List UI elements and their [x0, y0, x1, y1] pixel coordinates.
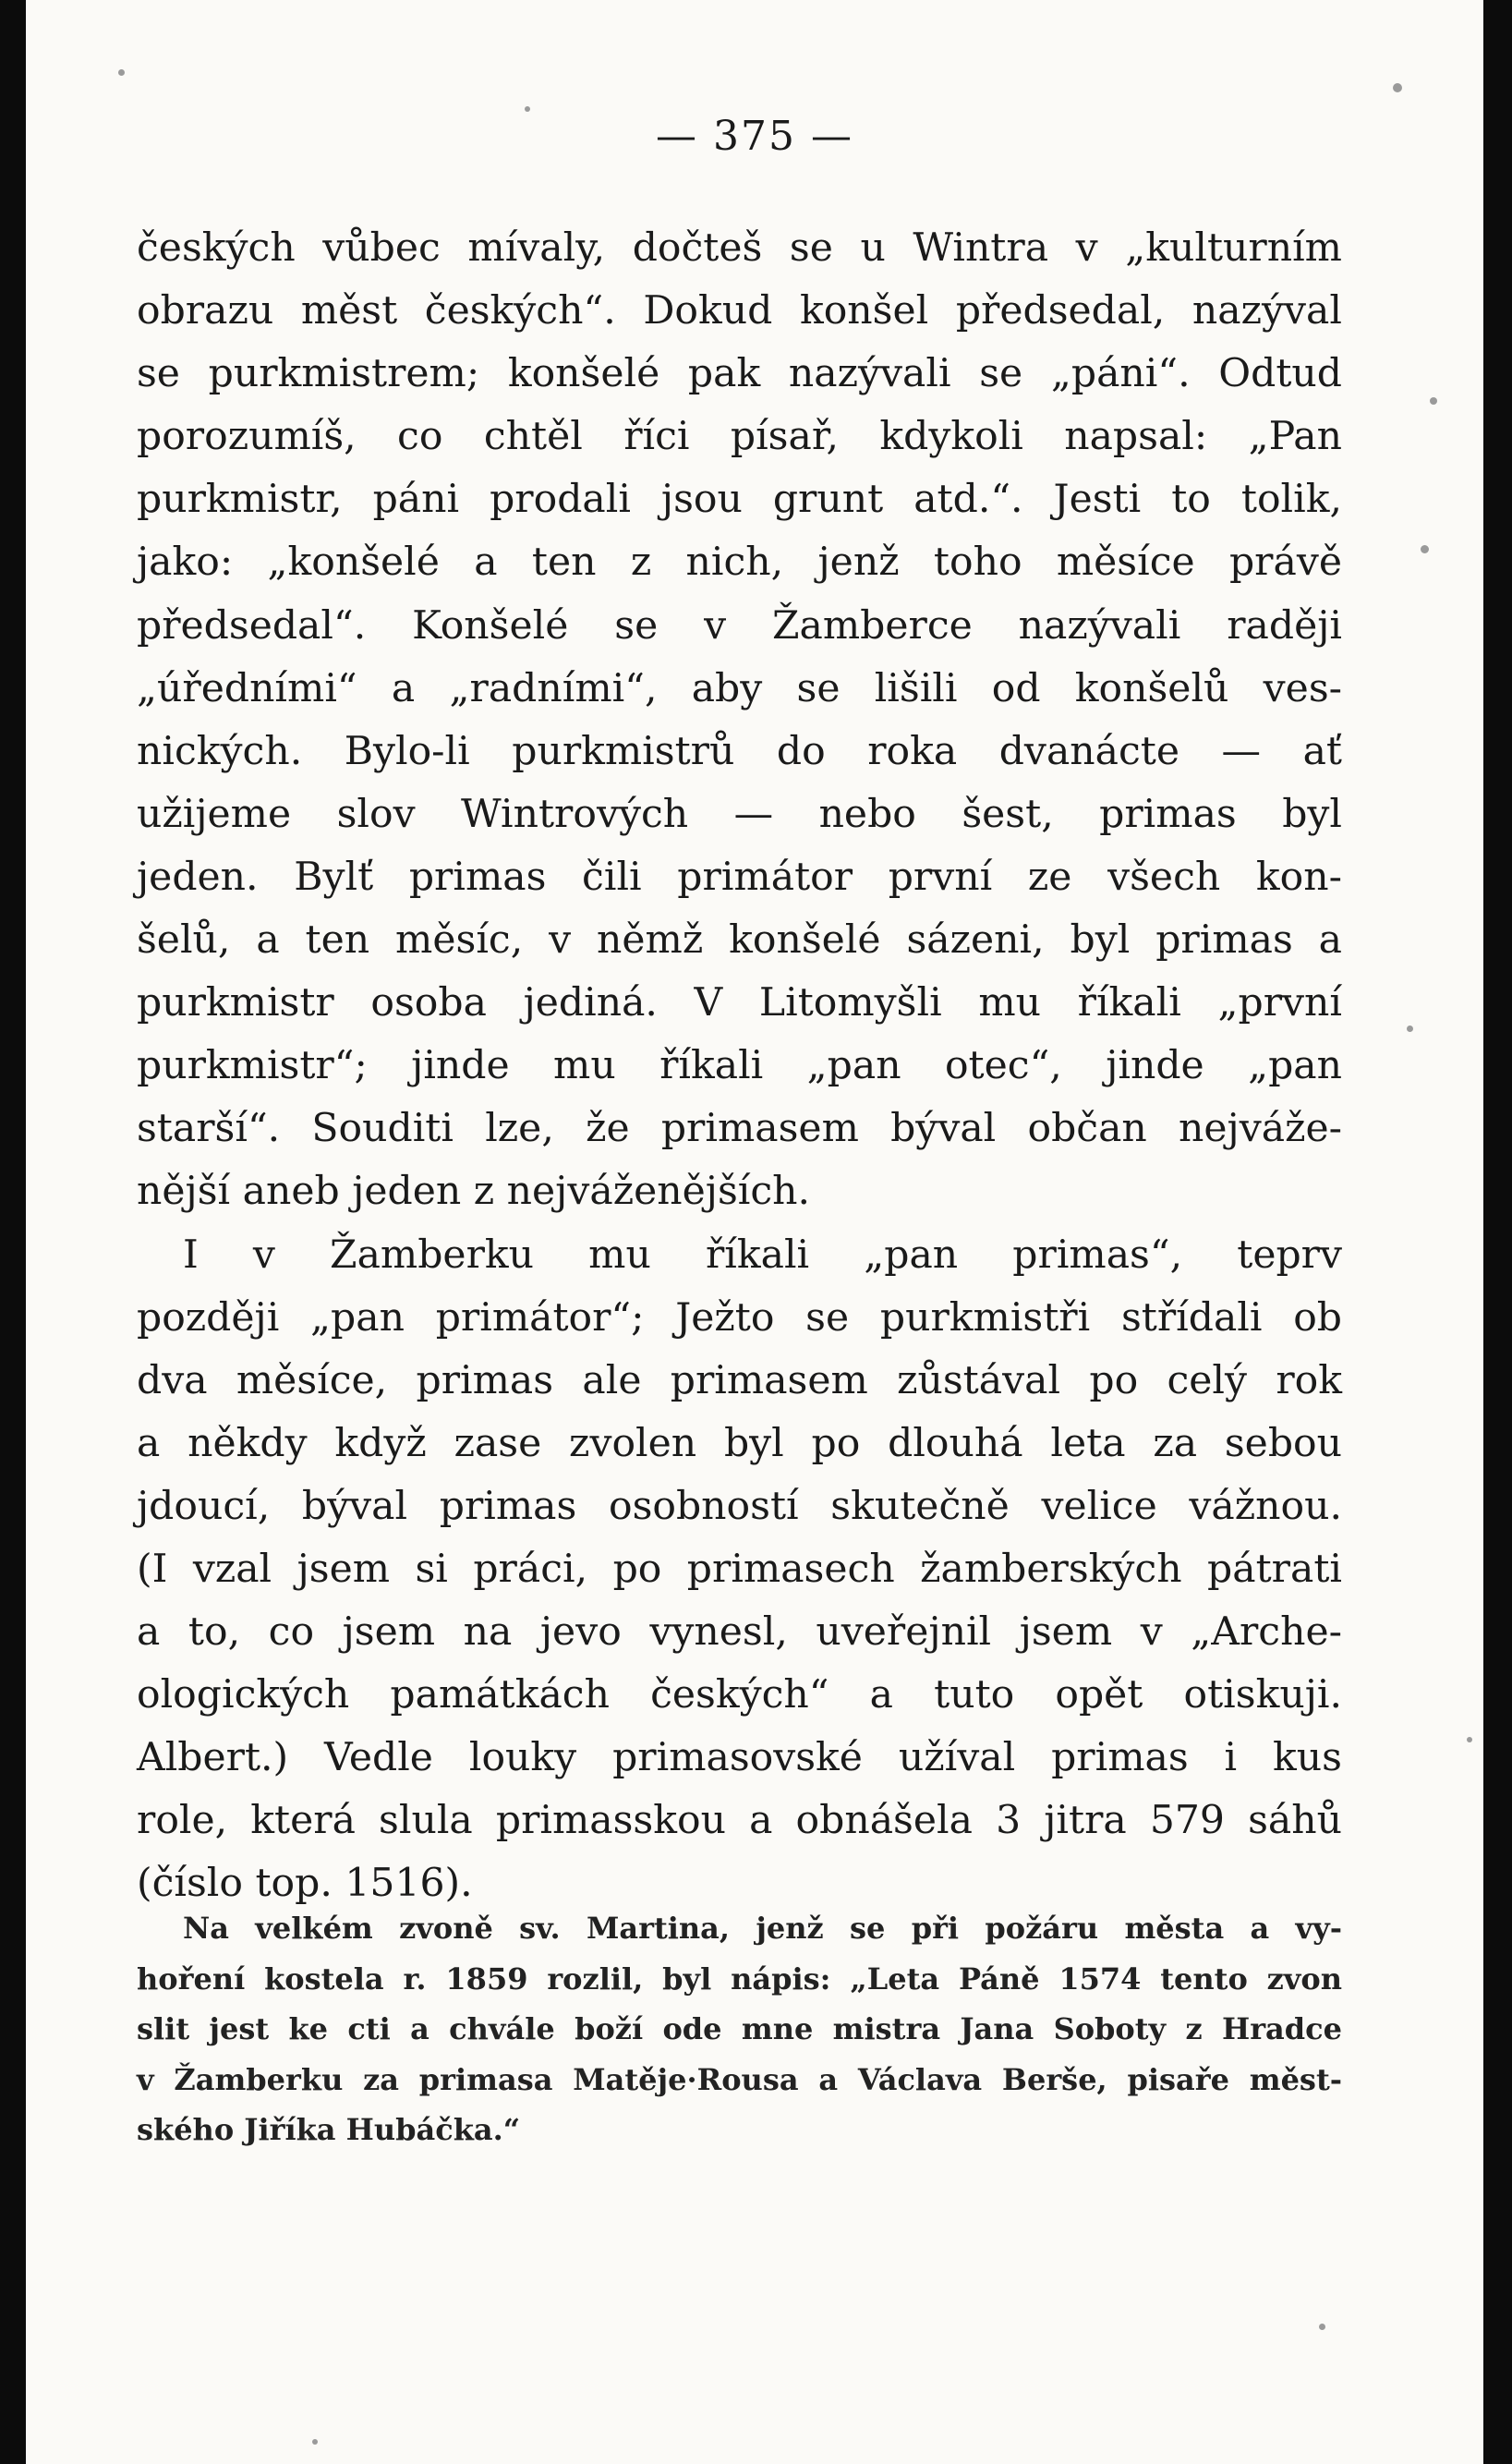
scan-speck	[312, 2439, 318, 2445]
text-line: porozumíš, co chtěl říci písař, kdykoli napsal: „Pan	[137, 414, 1342, 460]
text-line: se purkmistrem; konšelé pak nazývali se „páni“. Odtud	[137, 351, 1342, 397]
scan-speck	[525, 106, 530, 112]
scan-speck	[1407, 1026, 1413, 1032]
scan-speck	[1430, 397, 1437, 405]
text-line: nější aneb jeden z nejváženějších.	[137, 1169, 811, 1215]
page-number: — 375 —	[656, 113, 853, 160]
scan-speck	[1393, 83, 1402, 92]
text-line: jako: „konšelé a ten z nich, jenž toho měsíce právě	[137, 540, 1342, 586]
text-line: šelů, a ten měsíc, v němž konšelé sázeni, byl primas a	[137, 917, 1342, 964]
text-line: purkmistr osoba jediná. V Litomyšli mu říkali „první	[137, 980, 1342, 1026]
text-line: dva měsíce, primas ale primasem zůstával po celý rok	[137, 1357, 1342, 1403]
text-line: obrazu měst českých“. Dokud konšel předsedal, nazýval	[137, 288, 1342, 334]
main-text	[137, 217, 1342, 1916]
text-line: a to, co jsem na jevo vynesl, uveřejnil jsem v „Arche-	[137, 1609, 1342, 1656]
text-line: starší“. Souditi lze, že primasem býval občan nejváže-	[137, 1106, 1342, 1152]
text-line: později „pan primátor“; Ježto se purkmistři střídali ob	[137, 1294, 1342, 1341]
scan-speck	[1421, 545, 1429, 553]
text-line: purkmistr“; jinde mu říkali „pan otec“, jinde „pan	[137, 1043, 1342, 1089]
text-line: „úředními“ a „radními“, aby se lišili od konšelů ves-	[137, 665, 1342, 711]
scan-speck	[1467, 1737, 1472, 1742]
footnote-line: v Žamberku za primasa Matěje·Rousa a Václava Berše, pisaře měst-	[137, 2061, 1342, 2097]
text-line: jeden. Bylť primas čili primátor první ze všech kon-	[137, 854, 1342, 900]
scanned-page	[26, 0, 1483, 2464]
scan-speck	[1319, 2324, 1325, 2330]
text-line: užijeme slov Wintrových — nebo šest, primas byl	[137, 791, 1342, 837]
scan-speck	[118, 69, 125, 76]
footnote-line: slit jest ke cti a chvále boží ode mne mistra Jana Soboty z Hradce	[137, 2011, 1342, 2046]
footnote	[137, 1903, 1342, 2155]
footnote-line: Na velkém zvoně sv. Martina, jenž se při požáru města a vy-	[183, 1911, 1342, 1946]
text-line: ologických památkách českých“ a tuto opět otiskuji.	[137, 1672, 1342, 1718]
footnote-line: hoření kostela r. 1859 rozlil, byl nápis: „Leta Páně 1574 tento zvon	[137, 1960, 1342, 1997]
text-line: českých vůbec mívaly, dočteš se u Wintra v „kulturním	[137, 225, 1342, 271]
text-line: (I vzal jsem si práci, po primasech žamberských pátrati	[137, 1546, 1342, 1592]
text-line: nických. Bylo-li purkmistrů do roka dvanácte — ať	[137, 728, 1342, 774]
text-line: I v Žamberku mu říkali „pan primas“, teprv	[183, 1232, 1342, 1278]
text-line: předsedal“. Konšelé se v Žamberce nazývali raději	[137, 602, 1342, 649]
text-line: purkmistr, páni prodali jsou grunt atd.“. Jesti to tolik,	[137, 477, 1342, 523]
footnote-line: ského Jiříka Hubáčka.“	[137, 2112, 521, 2147]
text-line: a někdy když zase zvolen byl po dlouhá leta za sebou	[137, 1420, 1342, 1466]
text-line: Albert.) Vedle louky primasovské užíval primas i kus	[137, 1735, 1342, 1781]
text-line: role, která slula primasskou a obnášela 3 jitra 579 sáhů	[137, 1798, 1342, 1844]
text-line: jdoucí, býval primas osobností skutečně velice vážnou.	[137, 1483, 1342, 1529]
text-line: (číslo top. 1516).	[137, 1861, 473, 1907]
